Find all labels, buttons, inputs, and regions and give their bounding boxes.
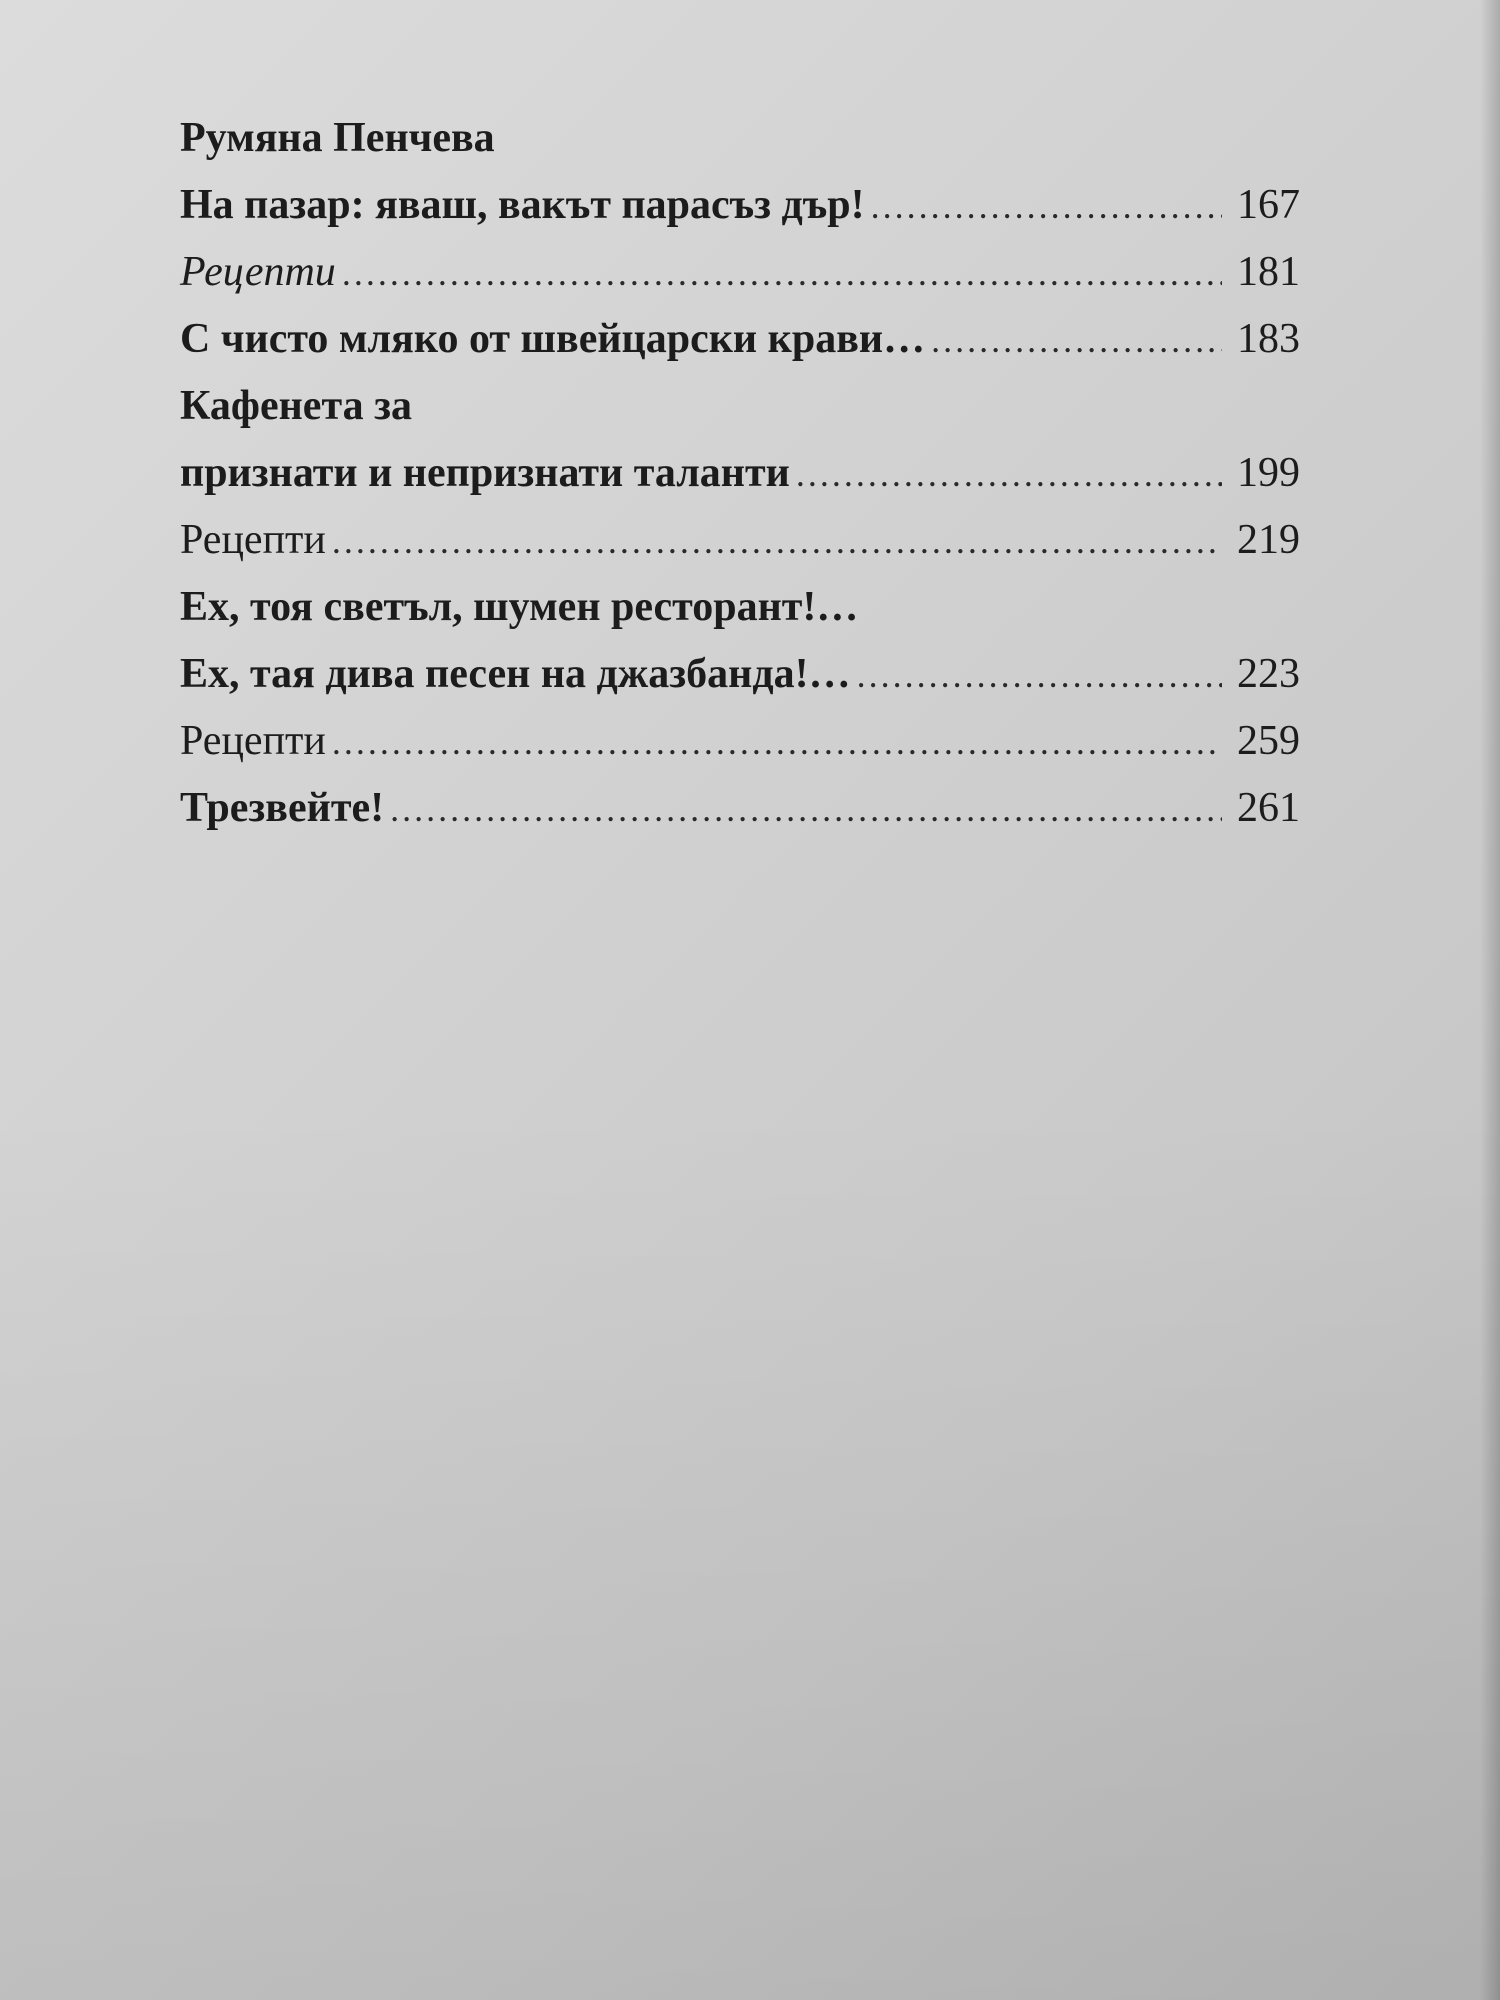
author-name: Румяна Пенчева: [180, 115, 495, 161]
dot-leader: [796, 441, 1222, 508]
toc-entry-title: Ех, тая дива песен на джазбанда!…: [180, 651, 851, 697]
page-edge-shadow: [1480, 0, 1500, 2000]
toc-entry: [180, 507, 1300, 574]
toc-entry-title: Рецепти: [180, 517, 326, 563]
toc-entry: [180, 440, 1300, 507]
dot-leader: [332, 508, 1222, 575]
toc-entry-title: Рецепти: [180, 718, 326, 764]
dot-leader: [871, 173, 1222, 240]
toc-entry-page: 183: [1237, 316, 1300, 362]
toc-entry-page: 199: [1237, 450, 1300, 496]
toc-entry-page: 167: [1237, 182, 1300, 228]
dot-leader: [332, 709, 1222, 776]
dot-leader: [931, 307, 1222, 374]
toc-entry-page: 223: [1237, 651, 1300, 697]
toc-entry-page: 219: [1237, 517, 1300, 563]
toc-entry: [180, 708, 1300, 775]
toc-entry-title: признати и непризнати таланти: [180, 450, 790, 496]
toc-entry-page: 259: [1237, 718, 1300, 764]
toc-entry-page: 181: [1237, 249, 1300, 295]
toc-entry-title: Рецепти: [180, 249, 336, 295]
toc-entry: [180, 373, 1300, 440]
toc-entry-title: С чисто мляко от швейцарски крави…: [180, 316, 926, 362]
toc-entry-page: 261: [1237, 785, 1300, 831]
toc-entry: [180, 239, 1300, 306]
toc-entry-title: На пазар: яваш, вакът парасъз дър!: [180, 182, 865, 228]
toc-entry: [180, 306, 1300, 373]
toc-entry-title: Трезвейте!: [180, 785, 385, 831]
toc-entry: [180, 775, 1300, 842]
toc-author-heading: [180, 105, 1300, 172]
toc-entry-title: Ех, тоя светъл, шумен ресторант!…: [180, 584, 859, 630]
toc-entry: [180, 574, 1300, 641]
toc-entry-title: Кафенета за: [180, 383, 412, 429]
paper-shading: [0, 1100, 1500, 2000]
dot-leader: [342, 240, 1222, 307]
dot-leader: [857, 642, 1222, 709]
toc-entry: [180, 641, 1300, 708]
dot-leader: [390, 776, 1222, 843]
table-of-contents: [180, 105, 1300, 842]
toc-entry: [180, 172, 1300, 239]
